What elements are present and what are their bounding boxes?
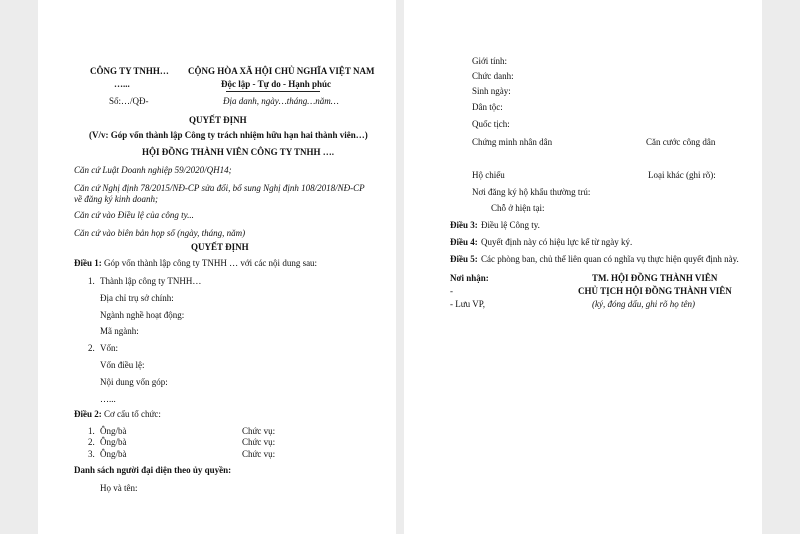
article-3-label: Điều 3: (450, 220, 478, 230)
item-1-text: Thành lập công ty TNHH… (100, 276, 202, 286)
field-citizen-id: Căn cước công dân (646, 137, 716, 147)
decision-heading: QUYẾT ĐỊNH (191, 242, 249, 252)
field-passport: Hộ chiếu (472, 170, 505, 180)
item-2-text: Vốn: (100, 343, 118, 353)
motto: Độc lập - Tự do - Hạnh phúc (221, 79, 332, 89)
member-3-role: Chức vụ: (242, 449, 276, 459)
document-page-right (404, 0, 762, 534)
company-dots: …... (114, 79, 130, 89)
item-2-number: 2. (88, 343, 95, 353)
field-nationality: Quốc tịch: (472, 119, 510, 129)
document-subject: (V/v: Góp vốn thành lập Công ty trách nhiệm hữu hạn hai thành viên…) (89, 130, 368, 140)
member-1-role: Chức vụ: (242, 426, 276, 436)
article-1-label: Điều 1: (74, 258, 102, 268)
recipients-dash: - (450, 286, 453, 296)
field-other-id: Loại khác (ghi rõ): (648, 170, 716, 180)
recipients-label: Nơi nhận: (450, 273, 489, 283)
member-1-name: Ông/bà (100, 426, 127, 436)
representatives-title: Danh sách người đại diện theo ủy quyền: (74, 465, 232, 475)
article-1-text: Góp vốn thành lập công ty TNHH … với các nội dung sau: (104, 258, 318, 268)
article-4-text: Quyết định này có hiệu lực kể từ ngày ký. (481, 237, 633, 247)
field-title: Chức danh: (472, 71, 514, 81)
place-date: Địa danh, ngày…tháng…năm… (223, 96, 339, 106)
item-1-business: Ngành nghề hoạt động: (100, 310, 185, 320)
document-number: Số:…/QĐ- (109, 96, 149, 106)
article-4-label: Điều 4: (450, 237, 478, 247)
item-2-charter: Vốn điều lệ: (100, 360, 145, 370)
signature-line-2: CHỦ TỊCH HỘI ĐỒNG THÀNH VIÊN (578, 286, 732, 296)
field-id-card: Chứng minh nhân dân (472, 137, 553, 147)
article-3-text: Điều lệ Công ty. (481, 220, 540, 230)
item-2-dots: …... (100, 394, 116, 404)
field-residence: Nơi đăng ký hộ khẩu thường trú: (472, 187, 591, 197)
document-page-left (38, 0, 396, 534)
representative-name: Họ và tên: (100, 483, 138, 493)
article-2-label: Điều 2: (74, 409, 102, 419)
item-1-number: 1. (88, 276, 95, 286)
member-3-number: 3. (88, 449, 95, 459)
member-2-number: 2. (88, 437, 95, 447)
member-1-number: 1. (88, 426, 95, 436)
member-2-name: Ông/bà (100, 437, 127, 447)
signature-note: (ký, đóng dấu, ghi rõ họ tên) (592, 299, 695, 309)
field-ethnicity: Dân tộc: (472, 102, 503, 112)
member-2-role: Chức vụ: (242, 437, 276, 447)
basis-line-4: Căn cứ vào biên bản họp số (ngày, tháng, năm) (74, 228, 246, 238)
company-name: CÔNG TY TNHH… (90, 66, 169, 76)
field-gender: Giới tính: (472, 56, 508, 66)
motto-underline (226, 91, 320, 92)
item-1-address: Địa chỉ trụ sở chính: (100, 293, 174, 303)
article-2-text: Cơ cấu tổ chức: (104, 409, 161, 419)
item-1-code: Mã ngành: (100, 326, 139, 336)
article-5-label: Điều 5: (450, 254, 478, 264)
item-2-content: Nội dung vốn góp: (100, 377, 168, 387)
basis-line-3: Căn cứ vào Điều lệ của công ty... (74, 210, 194, 220)
council-title: HỘI ĐỒNG THÀNH VIÊN CÔNG TY TNHH …. (142, 147, 335, 157)
basis-line-2: Căn cứ Nghị định 78/2015/NĐ-CP sửa đổi, bổ sung Nghị định 108/2018/NĐ-CP về đăng ký kinh doanh; (74, 183, 365, 204)
nation-header: CỘNG HÒA XÃ HỘI CHỦ NGHĨA VIỆT NAM (188, 66, 375, 76)
article-5-text: Các phòng ban, chủ thể liên quan có nghĩa vụ thực hiện quyết định này. (481, 254, 739, 264)
basis-line-1: Căn cứ Luật Doanh nghiệp 59/2020/QH14; (74, 165, 232, 175)
signature-line-1: TM. HỘI ĐỒNG THÀNH VIÊN (592, 273, 718, 283)
field-dob: Sinh ngày: (472, 86, 511, 96)
document-type: QUYẾT ĐỊNH (189, 115, 247, 125)
recipients-archive: - Lưu VP, (450, 299, 485, 309)
field-current-address: Chỗ ở hiện tại: (491, 203, 545, 213)
member-3-name: Ông/bà (100, 449, 127, 459)
